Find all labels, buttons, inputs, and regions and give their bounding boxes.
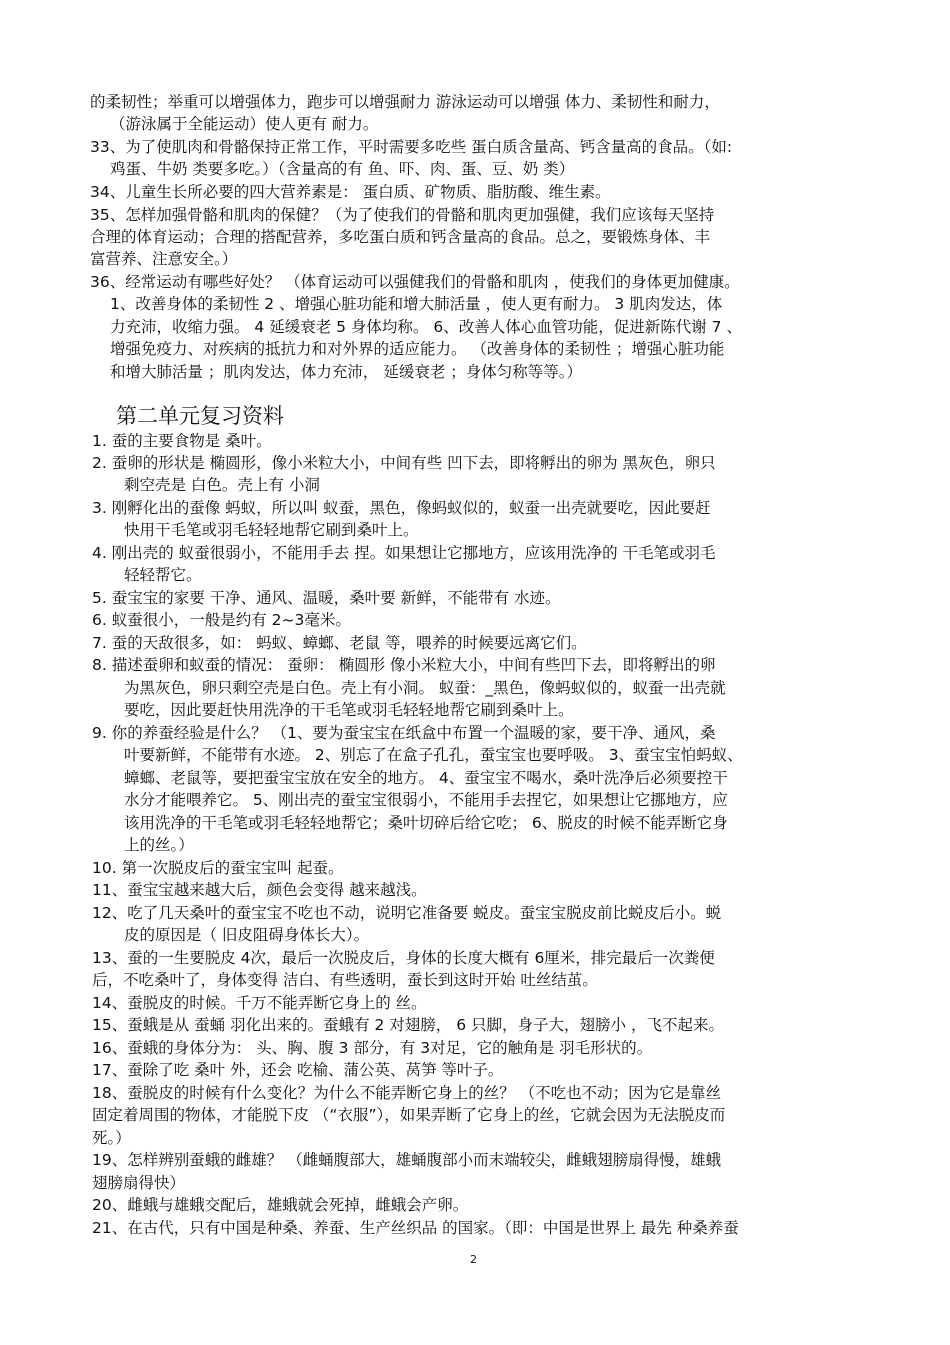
text-line: 和增大肺活量 ；肌肉发达，体力充沛， 延缓衰老 ；身体匀称等等。） bbox=[110, 363, 583, 381]
text-line: 35、怎样加强骨骼和肌肉的保健？（为了使我们的骨骼和肌肉更加强健，我们应该每天坚持 bbox=[90, 206, 715, 224]
list-item: 16、蚕蛾的身体分为： 头、胸、腹 3 部分，有 3对足，它的触角是 羽毛形状的。 bbox=[92, 1039, 653, 1057]
text-line: 力充沛，收缩力强。 4 延缓衰老 5 身体均称。 6、改善人体心血管功能，促进新陈代谢 7 、 bbox=[110, 318, 742, 336]
text-line: 富营养、注意安全。） bbox=[90, 250, 238, 268]
text-line: 水分才能喂养它。 5、刚出壳的蚕宝宝很弱小，不能用手去捏它，如果想让它挪地方，应 bbox=[124, 791, 728, 809]
text-line: 为黑灰色，卵只剩空壳是白色。壳上有小洞。 蚁蚕：_黑色，像蚂蚁似的，蚁蚕一出壳就 bbox=[124, 679, 726, 697]
text-line: 36、经常运动有哪些好处？ （体育运动可以强健我们的骨骼和肌肉 ，使我们的身体更加健康。 bbox=[90, 273, 740, 291]
list-item: 10. 第一次脱皮后的蚕宝宝叫 起蚕。 bbox=[92, 859, 344, 877]
text-line: 的柔韧性；举重可以增强体力，跑步可以增强耐力 游泳运动可以增强 体力、柔韧性和耐力， bbox=[90, 93, 720, 111]
list-item: 21、在古代，只有中国是种桑、养蚕、生产丝织品 的国家。（即：中国是世界上 最先 种桑养蚕 bbox=[92, 1219, 739, 1237]
list-item: 5. 蚕宝宝的家要 干净、通风、温暖，桑叶要 新鲜，不能带有 水迹。 bbox=[92, 589, 561, 607]
text-line: 轻轻帮它。 bbox=[124, 566, 202, 584]
list-item: 19、怎样辨别蚕蛾的雌雄？ （雌蛹腹部大，雄蛹腹部小而末端较尖，雌蛾翅膀扇得慢，雄蛾 bbox=[92, 1151, 722, 1169]
section-heading: 第二单元复习资料 bbox=[116, 404, 284, 428]
text-line: 鸡蛋、牛奶 类要多吃。）（含量高的有 鱼、吓、肉、蛋、豆、奶 类） bbox=[110, 160, 575, 178]
text-line: 合理的体育运动；合理的搭配营养，多吃蛋白质和钙含量高的食品。总之，要锻炼身体、丰 bbox=[90, 228, 711, 246]
text-line: 皮的原因是（ 旧皮阻碍身体长大）。 bbox=[124, 926, 370, 944]
text-line: 该用洗净的干毛笔或羽毛轻轻地帮它；桑叶切碎后给它吃； 6、脱皮的时候不能弄断它身 bbox=[124, 814, 728, 832]
text-line: 固定着周围的物体，才能脱下皮 （“衣服”），如果弄断了它身上的丝，它就会因为无法脱皮而 bbox=[92, 1106, 726, 1124]
text-line: 叶要新鲜，不能带有水迹。 2、别忘了在盒子孔孔，蚕宝宝也要呼吸。 3、蚕宝宝怕蚂蚁、 bbox=[124, 746, 743, 764]
list-item: 4. 刚出壳的 蚁蚕很弱小，不能用手去 捏。如果想让它挪地方，应该用洗净的 干毛笔或羽毛 bbox=[92, 544, 716, 562]
text-line: 要吃，因此要赶快用洗净的干毛笔或羽毛轻轻地帮它刷到桑叶上。 bbox=[124, 701, 574, 719]
list-item: 13、蚕的一生要脱皮 4次，最后一次脱皮后，身体的长度大概有 6厘米，排完最后一次粪便 bbox=[92, 949, 715, 967]
text-line: 增强免疫力、对疾病的抵抗力和对外界的适应能力。 （改善身体的柔韧性 ；增强心脏功能 bbox=[110, 340, 725, 358]
list-item: 8. 描述蚕卵和蚁蚕的情况： 蚕卵： 椭圆形 像小米粒大小，中间有些凹下去，即将孵出的卵 bbox=[92, 656, 716, 674]
text-line: 快用干毛笔或羽毛轻轻地帮它刷到桑叶上。 bbox=[124, 521, 419, 539]
list-item: 3. 刚孵化出的蚕像 蚂蚁，所以叫 蚁蚕，黑色，像蚂蚁似的，蚁蚕一出壳就要吃，因此要赶 bbox=[92, 499, 711, 517]
page-number: 2 bbox=[470, 1253, 477, 1266]
text-line: 34、儿童生长所必要的四大营养素是： 蛋白质、矿物质、脂肪酸、维生素。 bbox=[90, 183, 611, 201]
list-item: 6. 蚁蚕很小，一般是约有 2~3毫米。 bbox=[92, 611, 351, 629]
list-item: 14、蚕脱皮的时候。千万不能弄断它身上的 丝。 bbox=[92, 994, 427, 1012]
text-line: 蟑螂、老鼠等，要把蚕宝宝放在安全的地方。 4、蚕宝宝不喝水，桑叶洗净后必须要控干 bbox=[124, 769, 728, 787]
text-line: 上的丝。） bbox=[124, 836, 194, 854]
list-item: 17、蚕除了吃 桑叶 外，还会 吃榆、蒲公英、莴笋 等叶子。 bbox=[92, 1061, 504, 1079]
text-line: 33、为了使肌肉和骨骼保持正常工作，平时需要多吃些 蛋白质含量高、钙含量高的食品。（如: bbox=[90, 138, 733, 156]
text-line: 翅膀扇得快） bbox=[92, 1174, 186, 1192]
list-item: 18、蚕脱皮的时候有什么变化？为什么不能弄断它身上的丝？ （不吃也不动；因为它是靠丝 bbox=[92, 1084, 722, 1102]
text-line: 剩空壳是 白色。壳上有 小洞 bbox=[124, 476, 320, 494]
list-item: 20、雌蛾与雄蛾交配后，雄蛾就会死掉，雌蛾会产卵。 bbox=[92, 1196, 469, 1214]
list-item: 9. 你的养蚕经验是什么？ （1、要为蚕宝宝在纸盒中布置一个温暖的家，要干净、通风，桑 bbox=[92, 724, 716, 742]
text-line: （游泳属于全能运动）使人更有 耐力。 bbox=[110, 115, 379, 133]
list-item: 2. 蚕卵的形状是 椭圆形，像小米粒大小，中间有些 凹下去，即将孵出的卵为 黑灰色，卵只 bbox=[92, 454, 716, 472]
text-line: 死。） bbox=[92, 1129, 131, 1147]
text-line: 1、改善身体的柔韧性 2 、增强心脏功能和增大肺活量 ，使人更有耐力。 3 肌肉发达，体 bbox=[110, 295, 723, 313]
list-item: 15、蚕蛾是从 蚕蛹 羽化出来的。蚕蛾有 2 对翅膀， 6 只脚，身子大，翅膀小 ，飞不起来。 bbox=[92, 1016, 724, 1034]
text-line: 后，不吃桑叶了，身体变得 洁白、有些透明，蚕长到这时开始 吐丝结茧。 bbox=[92, 971, 598, 989]
list-item: 12、吃了几天桑叶的蚕宝宝不吃也不动，说明它准备要 蜕皮。蚕宝宝脱皮前比蜕皮后小。蜕 bbox=[92, 904, 722, 922]
list-item: 11、蚕宝宝越来越大后，颜色会变得 越来越浅。 bbox=[92, 881, 427, 899]
list-item: 7. 蚕的天敌很多，如： 蚂蚁、蟑螂、老鼠 等，喂养的时候要远离它们。 bbox=[92, 634, 587, 652]
list-item: 1. 蚕的主要食物是 桑叶。 bbox=[92, 432, 272, 450]
